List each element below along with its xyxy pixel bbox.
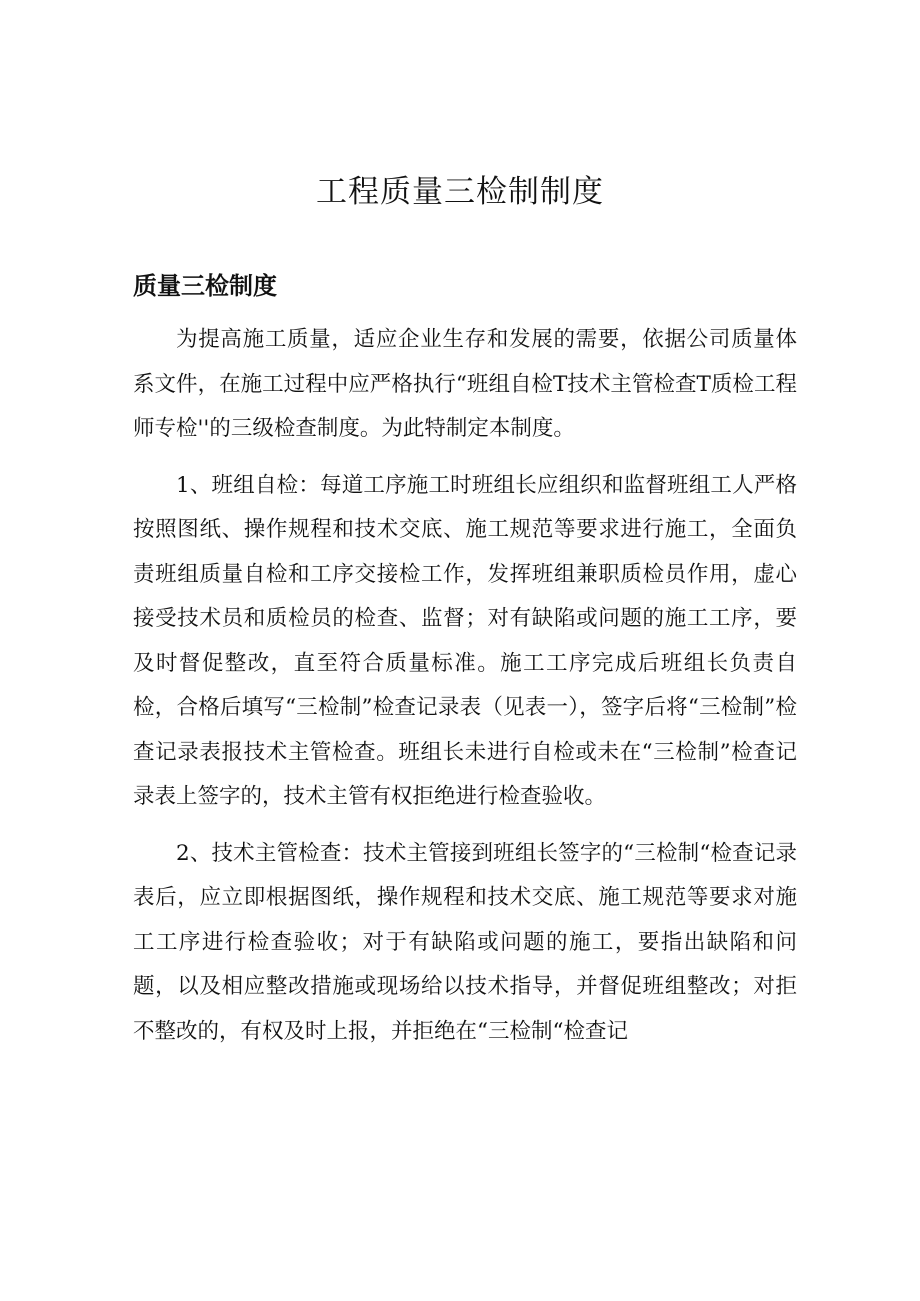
section-heading: 质量三检制度 [133,272,277,300]
document-body [133,318,797,1066]
document-title: 工程质量三检制制度 [316,174,604,210]
team-self-check-paragraph: 1、班组自检：每道工序施工时班组长应组织和监督班组工人严格按照图纸、操作规程和技术交底、施工规范等要求进行施工，全面负责班组质量自检和工序交接检工作，发挥班组兼职质检员作用，虚心接受技术员和质检员的检查、监督；对有缺陷或问题的施工工序，要及时督促整改，直至符合质量标准。施工工序完成后班组长负责自检，合格后填写“三检制”检查记录表（见表一），签字后将“三检制”检查记录表报技术主管检查。班组长未进行自检或未在“三检制”检查记录表上签字的，技术主管有权拒绝进行检查验收。 [133,472,797,809]
technical-supervisor-check-paragraph: 2、技术主管检查：技术主管接到班组长签字的“三检制“检查记录表后，应立即根据图纸，操作规程和技术交底、施工规范等要求对施工工序进行检查验收；对于有缺陷或问题的施工，要指出缺陷和问题，以及相应整改措施或现场给以技术指导，并督促班组整改；对拒不整改的，有权及时上报，并拒绝在“三检制“检查记 [133,840,797,1044]
intro-paragraph: 为提高施工质量，适应企业生存和发展的需要，依据公司质量体系文件，在施工过程中应严格执行“班组自检T技术主管检查T质检工程师专检''的三级检查制度。为此特制定本制度。 [133,327,797,441]
